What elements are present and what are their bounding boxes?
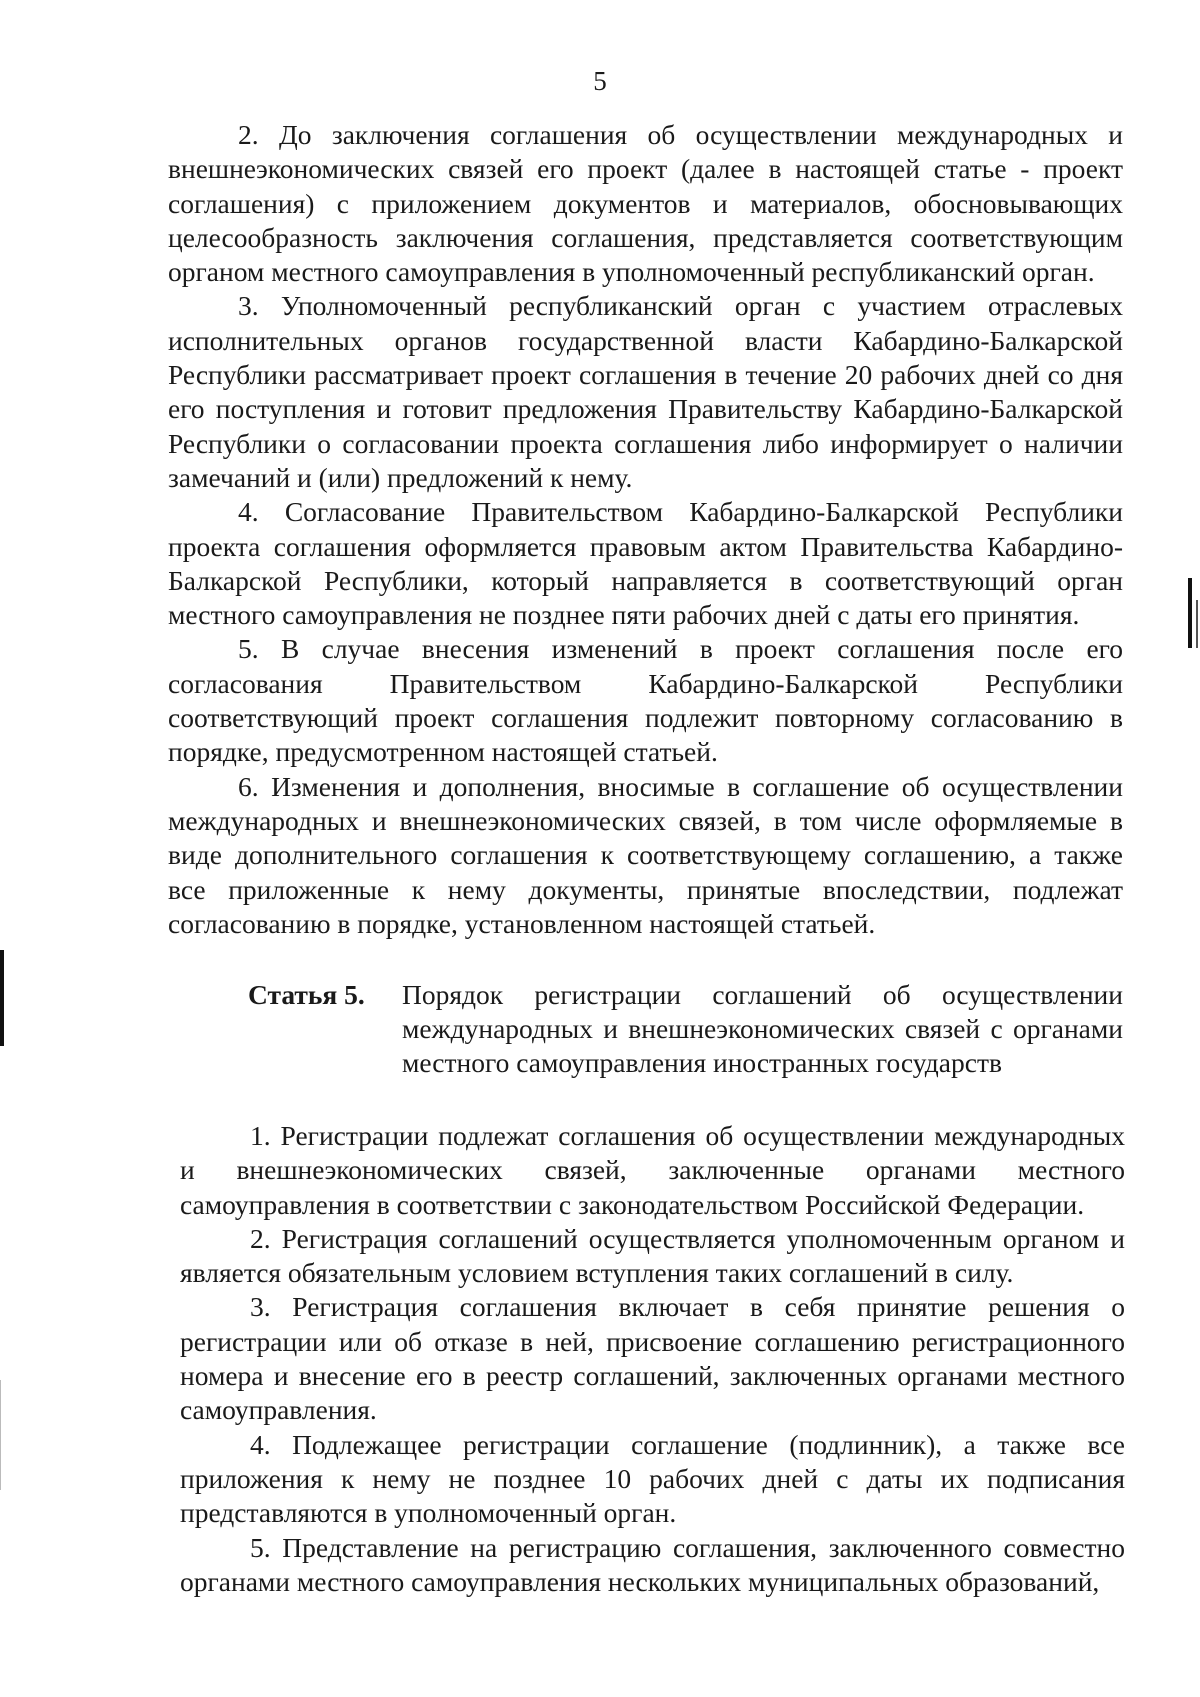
scan-edge-mark [1188,578,1192,648]
paragraph: 2. Регистрация соглашений осуществляется уполномоченным органом и является обязательным условием вступления таких соглашений в силу. [180,1222,1125,1289]
paragraph: 6. Изменения и дополнения, вносимые в соглашение об осуществлении международных и внешнеэкономических связей, в том числе оформляемые в виде дополнительного соглашения к соответствующему соглашению, а также все приложенные к нему документы, принятые впоследствии, подлежат согласованию в порядке, установленном настоящей статьей. [168,770,1123,939]
paragraph: 4. Согласование Правительством Кабардино-Балкарской Республики проекта соглашения оформляется правовым актом Правительства Кабардино-Балкарской Республики, который направляется в соответствующий орган местного самоуправления не позднее пяти рабочих дней с даты его принятия. [168,496,1123,631]
page-number: 5 [593,66,607,96]
paragraph: 5. В случае внесения изменений в проект соглашения после его согласования Правительством Кабардино-Балкарской Республики соответствующий проект соглашения подлежит повторному согласованию в порядке, предусмотренном настоящей статьей. [168,633,1123,768]
paragraph: 3. Регистрация соглашения включает в себя принятие решения о регистрации или об отказе в ней, присвоение соглашению регистрационного номера и внесение его в реестр соглашений, заключенных органами местного самоуправления. [180,1291,1125,1426]
scan-edge-mark [0,950,4,1046]
article-5-body [180,1119,1125,1599]
scan-edge-mark [1196,600,1198,648]
article-4-body [168,118,1123,941]
article-heading [248,978,1123,1080]
article-label: Статья 5. [248,979,365,1010]
paragraph: 3. Уполномоченный республиканский орган с участием отраслевых исполнительных органов государственной власти Кабардино-Балкарской Республики рассматривает проект соглашения в течение 20 рабочих дней со дня его поступления и готовит предложения Правительству Кабардино-Балкарской Республики о согласовании проекта соглашения либо информирует о наличии замечаний и (или) предложений к нему. [168,290,1123,493]
article-title: Порядок регистрации соглашений об осуществлении международных и внешнеэкономических связей с органами местного самоуправления иностранных государств [402,979,1123,1078]
paragraph: 5. Представление на регистрацию соглашения, заключенного совместно органами местного самоуправления нескольких муниципальных образований, [180,1531,1125,1597]
paragraph: 2. До заключения соглашения об осуществлении международных и внешнеэкономических связей его проект (далее в настоящей статье - проект соглашения) с приложением документов и материалов, обосновывающих целесообразность заключения соглашения, представляется соответствующим органом местного самоуправления в уполномоченный республиканский орган. [168,119,1123,288]
paragraph: 1. Регистрации подлежат соглашения об осуществлении международных и внешнеэкономических связей, заключенные органами местного самоуправления в соответствии с законодательством Российской Федерации. [180,1120,1125,1220]
scan-edge-mark [0,1380,1,1490]
paragraph: 4. Подлежащее регистрации соглашение (подлинник), а также все приложения к нему не позднее 10 рабочих дней с даты их подписания представляются в уполномоченный орган. [180,1428,1125,1529]
